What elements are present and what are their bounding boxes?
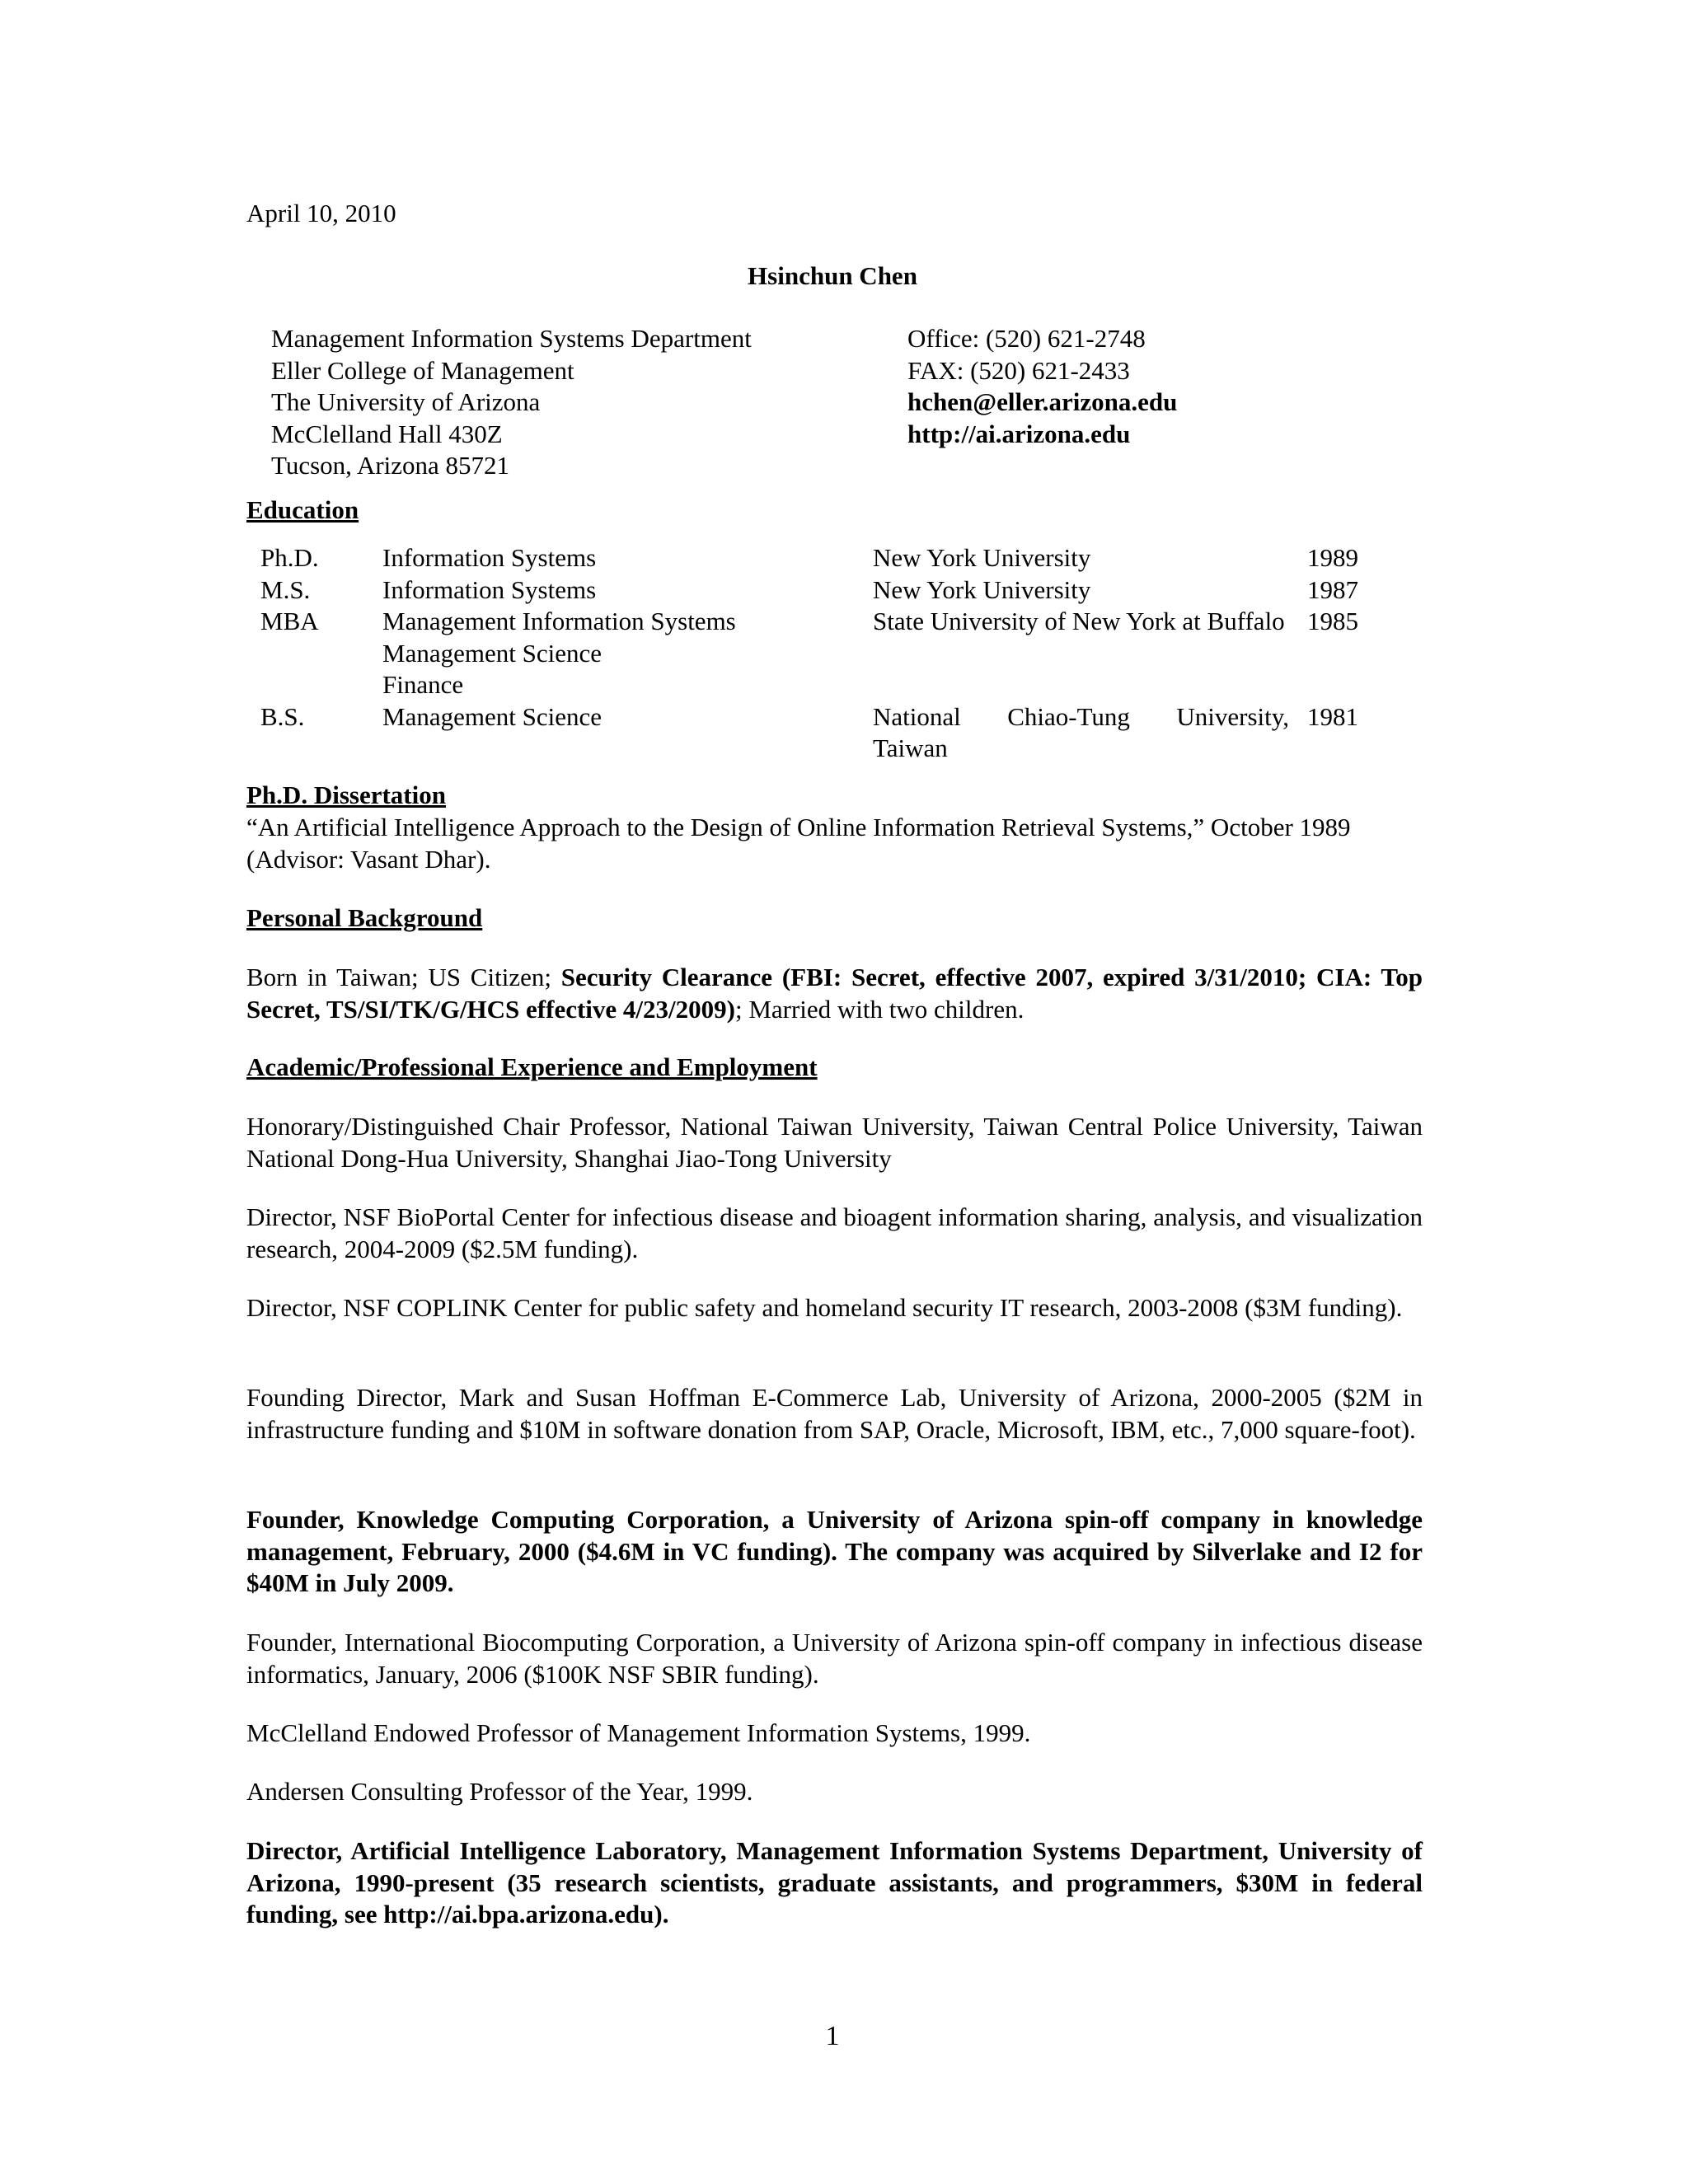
dissertation-heading: Ph.D. Dissertation — [246, 780, 446, 809]
address-block — [271, 323, 898, 482]
year-cell: 1981 — [1307, 701, 1358, 731]
field-line: Management Information Systems — [382, 607, 736, 635]
field-line: Information Systems — [382, 574, 597, 604]
address-line: The University of Arizona — [271, 387, 541, 416]
field-line: Information Systems — [382, 543, 597, 572]
contact-block — [907, 323, 1402, 450]
education-heading: Education — [246, 495, 359, 524]
experience-item: Director, Artificial Intelligence Laboratory, Management Information Systems Department, University of Arizona, 1990-present (35 research scientists, graduate assistants, and programmers, $30M in federal funding, see http://ai.bpa.arizona.edu). — [246, 1836, 1423, 1929]
address-line: Eller College of Management — [271, 355, 574, 385]
personal-text-end: ; Married with two children. — [734, 994, 1025, 1024]
office-phone: Office: (520) 621-2748 — [907, 324, 1146, 353]
fax-number: FAX: (520) 621-2433 — [907, 355, 1130, 385]
table-row — [260, 606, 1365, 701]
field-line: Finance — [382, 670, 464, 699]
experience-item: Founder, International Biocomputing Corporation, a University of Arizona spin-off company in infectious disease informatics, January, 2006 ($100K NSF SBIR funding). — [246, 1628, 1423, 1689]
school-cell: New York University — [873, 574, 1091, 604]
experience-item: Andersen Consulting Professor of the Year, 1999. — [246, 1777, 753, 1806]
field-line: Management Science — [382, 701, 602, 731]
table-row — [260, 542, 1365, 574]
degree-cell: M.S. — [260, 574, 311, 604]
dissertation-text: “An Artificial Intelligence Approach to the Design of Online Information Retrieval Systems,” October 1989 (Advisor: Vasant Dhar). — [246, 813, 1351, 874]
degree-cell: B.S. — [260, 701, 305, 731]
document-date: April 10, 2010 — [246, 199, 396, 227]
year-cell: 1989 — [1307, 543, 1358, 572]
education-table — [260, 542, 1365, 765]
school-cell: National Chiao-Tung University, Taiwan — [873, 701, 1289, 762]
table-row — [260, 701, 1365, 765]
website-link[interactable]: http://ai.arizona.edu — [907, 419, 1131, 448]
address-line: Management Information Systems Department — [271, 324, 752, 353]
experience-item: Honorary/Distinguished Chair Professor, National Taiwan University, Taiwan Central Police University, Taiwan National Dong-Hua University, Shanghai Jiao-Tong University — [246, 1112, 1423, 1173]
page-number: 1 — [825, 2021, 840, 2051]
experience-item: Founder, Knowledge Computing Corporation, a University of Arizona spin-off company in knowledge management, February, 2000 ($4.6M in VC funding). The company was acquired by Silverlake and I2 for $40M in July 2009. — [246, 1505, 1423, 1597]
security-clearance: Security Clearance (FBI: Secret, effective 2007, expired 3/31/2010; CIA: Top Secret, TS/SI/TK/G/HCS effective 4/23/2009) — [246, 963, 1423, 1024]
experience-item: Director, NSF BioPortal Center for infectious disease and bioagent information sharing, analysis, and visualization research, 2004-2009 ($2.5M funding). — [246, 1202, 1423, 1263]
experience-item: Founding Director, Mark and Susan Hoffman E-Commerce Lab, University of Arizona, 2000-2005 ($2M in infrastructure funding and $10M in software donation from SAP, Oracle, Microsoft, IBM, etc., 7,000 square-foot). — [246, 1383, 1423, 1444]
table-row — [260, 574, 1365, 607]
address-line: McClelland Hall 430Z — [271, 419, 503, 448]
school-cell: State University of New York at Buffalo — [873, 607, 1285, 635]
field-cell — [382, 606, 873, 701]
experience-item: McClelland Endowed Professor of Management Information Systems, 1999. — [246, 1718, 1031, 1747]
year-cell: 1985 — [1307, 607, 1358, 635]
person-name: Hsinchun Chen — [748, 261, 917, 290]
personal-heading: Personal Background — [246, 903, 483, 932]
experience-item: Director, NSF COPLINK Center for public safety and homeland security IT research, 2003-2008 ($3M funding). — [246, 1293, 1403, 1322]
email-link[interactable]: hchen@eller.arizona.edu — [907, 387, 1178, 416]
field-cell — [382, 701, 873, 765]
address-line: Tucson, Arizona 85721 — [271, 451, 510, 480]
degree-cell: MBA — [260, 607, 319, 635]
field-line: Management Science — [382, 638, 602, 668]
school-cell: New York University — [873, 543, 1091, 572]
degree-cell: Ph.D. — [260, 543, 319, 572]
personal-text — [246, 962, 1423, 1025]
field-cell — [382, 574, 873, 607]
year-cell: 1987 — [1307, 574, 1358, 604]
field-cell — [382, 542, 873, 574]
experience-heading: Academic/Professional Experience and Employment — [246, 1052, 818, 1081]
personal-text-start: Born in Taiwan; US Citizen; — [246, 963, 561, 991]
